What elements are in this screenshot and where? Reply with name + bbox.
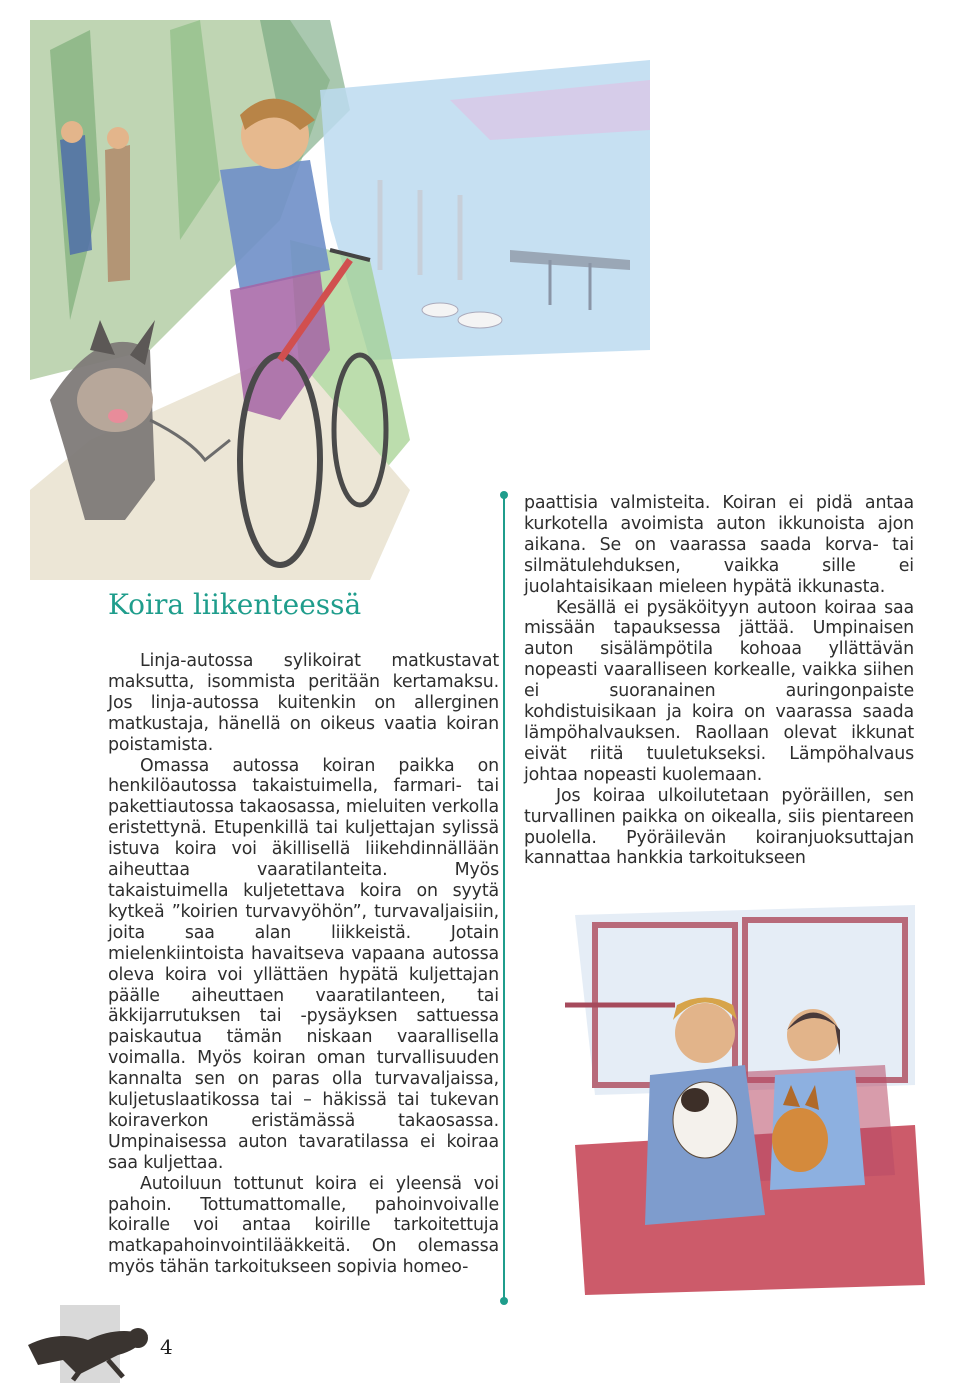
right-text-column (524, 493, 914, 869)
paragraph: Jos koiraa ulkoilutetaan pyöräillen, sen turvallinen paikka on oikealla, siis pientareen puolella. Pyöräilevän koiranjuoksuttajan kannattaa hankkia tarkoitukseen (524, 785, 914, 869)
bus-passengers-illustration (555, 895, 930, 1295)
paragraph: Autoiluun tottunut koira ei yleensä voi pahoin. Tottumattomalle, pahoinvoivalle koiralle voi antaa koirille tarkoitettuja matkapahoinvointilääkkeitä. On olemassa myös tähän tarkoitukseen sopivia homeo- (108, 1173, 499, 1278)
page-number: 4 (160, 1335, 173, 1359)
running-dog-thumbnail (28, 1305, 178, 1383)
left-text-column (108, 651, 499, 1278)
column-divider (503, 496, 505, 1302)
paragraph: Omassa autossa koiran paikka on henkilöautossa takaistuimella, farmari- tai pakettiautossa takaosassa, mieluiten verkolla eristettynä. Etupenkillä tai kuljettajan sylissä istuva koira voi äkillisellä liikehdinnällään aiheuttaa vaaratilanteita. Myös takaistuimella kuljetettava koira on syytä kytkeä ”koirien turvavyöhön”, turvavaljaisiin, joita saa alan liikkeistä. Jotain mielenkiintoista havaitseva vapaana autossa oleva koira voi yllättäen hypätä kuljettajan päälle aiheuttaen vaaratilanteen, tai äkkijarrutuksen tai -pysäyksen sattuessa paiskautua tämän niskaan vaarallisella voimalla. Myös koiran oman turvallisuuden kannalta sen on paras olla turvavaljaissa, kuljetuslaatikossa tai – häkissä tai tukevan koiraverkon eristämässä takaosassa. Umpinaisessa auton tavaratilassa ei koiraa saa kuljettaa. (108, 755, 499, 1173)
page-title: Koira liikenteessä (108, 588, 362, 621)
divider-dot-bottom (500, 1297, 508, 1305)
divider-dot-top (500, 491, 508, 499)
paragraph: Linja-autossa sylikoirat matkustavat maksutta, isommista peritään kertamaksu. Jos linja-autossa kuitenkin on allerginen matkustaja, hänellä on oikeus vaatia koiran poistamista. (108, 651, 499, 755)
paragraph: Kesällä ei pysäköityyn autoon koiraa saa missään tapauksessa jättää. Umpinaisen auton sisälämpötila kohoaa yllättävän nopeasti vaaralliseen korkealle, vaikka siihen ei suoranainen auringonpaiste kohdistuisikaan ja koira on vaarassa saada lämpöhalvauksen. Raollaan olevat ikkunat eivät riitä tuuletukseksi. Lämpöhalvaus johtaa nopeasti kuolemaan. (524, 597, 914, 785)
paragraph: paattisia valmisteita. Koiran ei pidä antaa kurkotella avoimista auton ikkunoista ajon aikana. Se on vaarassa saada korva- tai silmätulehduksen, vaikka sille ei juolahtaisikaan mieleen hypätä ikkunasta. (524, 493, 914, 597)
